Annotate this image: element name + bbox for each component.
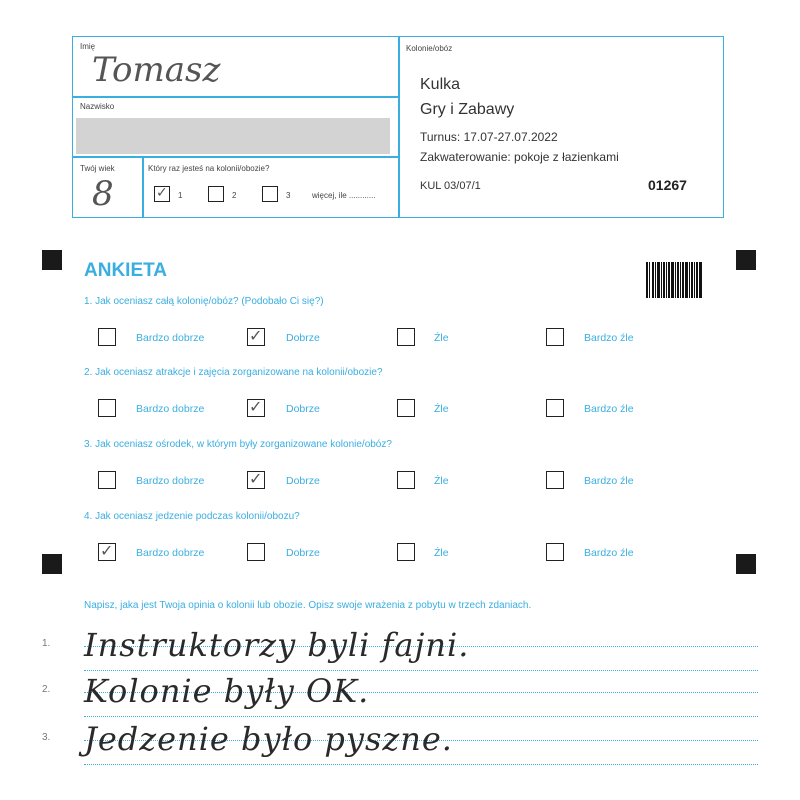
question-1-option-3-label: Źle [434,332,449,344]
question-1-text: 1. Jak oceniasz całą kolonię/obóz? (Podobało Ci się?) [84,296,324,307]
barcode [646,262,702,298]
header-divider-nazwisko [72,156,399,158]
question-1-option-1-label: Bardzo dobrze [136,332,205,344]
ktory-raz-label: Który raz jesteś na kolonii/obozie? [148,164,270,173]
question-3-option-4-checkbox[interactable] [546,471,564,489]
question-2-option-1-checkbox[interactable] [98,399,116,417]
question-2-option-3-checkbox[interactable] [397,399,415,417]
turnus: Turnus: 17.07-27.07.2022 [420,130,558,144]
check-mark-icon: ✓ [100,541,114,560]
zakwaterowanie: Zakwaterowanie: pokoje z łazienkami [420,150,619,164]
form-number: 01267 [648,177,687,193]
question-1-option-2-checkbox[interactable] [247,328,265,346]
wiek-value[interactable]: 8 [92,174,114,214]
question-4-option-3-checkbox[interactable] [397,543,415,561]
wiek-label: Twój wiek [80,164,115,173]
question-2-option-4-checkbox[interactable] [546,399,564,417]
question-1-option-1-checkbox[interactable] [98,328,116,346]
corner-marker-bottom-right [736,554,756,574]
visit-more-label: więcej, ile ............ [312,191,376,200]
header-divider-imie [72,96,399,98]
opinion-line-2-number: 2. [42,684,51,695]
question-4-option-3-label: Źle [434,547,449,559]
visit-3-checkbox[interactable] [262,186,278,202]
visit-1-label: 1 [178,191,183,200]
opinion-line-1-guide-bottom [84,670,758,671]
opinion-line-3-text[interactable]: Jedzenie było pyszne. [84,720,453,758]
question-4-option-4-label: Bardzo źle [584,547,634,559]
nazwisko-redaction [76,118,390,154]
question-1-option-3-checkbox[interactable] [397,328,415,346]
imie-label: Imię [80,42,96,51]
camp-code: KUL 03/07/1 [420,180,481,192]
header-divider-wiek [142,156,144,218]
opinion-prompt: Napisz, jaka jest Twoja opinia o kolonii lub obozie. Opisz swoje wrażenia z pobytu w trzech zdaniach. [84,600,532,611]
nazwisko-label: Nazwisko [80,102,115,111]
question-4-option-1-label: Bardzo dobrze [136,547,205,559]
opinion-line-2-text[interactable]: Kolonie były OK. [84,672,370,710]
visit-2-checkbox[interactable] [208,186,224,202]
question-2-option-2-label: Dobrze [286,403,320,415]
opinion-line-2-guide-bottom [84,716,758,717]
question-1-option-4-label: Bardzo źle [584,332,634,344]
question-3-option-3-label: Źle [434,475,449,487]
question-2-option-1-label: Bardzo dobrze [136,403,205,415]
question-4-text: 4. Jak oceniasz jedzenie podczas kolonii/obozu? [84,511,300,522]
question-3-option-3-checkbox[interactable] [397,471,415,489]
question-3-option-1-label: Bardzo dobrze [136,475,205,487]
question-3-option-1-checkbox[interactable] [98,471,116,489]
visit-2-label: 2 [232,191,237,200]
corner-marker-top-right [736,250,756,270]
question-4-option-2-checkbox[interactable] [247,543,265,561]
question-2-option-2-checkbox[interactable] [247,399,265,417]
visit-3-label: 3 [286,191,291,200]
question-1-option-4-checkbox[interactable] [546,328,564,346]
visit-1-mark: ✓ [156,185,168,201]
question-1-option-2-label: Dobrze [286,332,320,344]
question-4-option-2-label: Dobrze [286,547,320,559]
check-mark-icon: ✓ [249,469,263,488]
question-4-option-4-checkbox[interactable] [546,543,564,561]
question-3-option-4-label: Bardzo źle [584,475,634,487]
opinion-line-1-text[interactable]: Instruktorzy byli fajni. [84,626,470,664]
imie-value[interactable]: Tomasz [92,50,221,90]
opinion-line-3-guide-bottom [84,764,758,765]
question-3-option-2-checkbox[interactable] [247,471,265,489]
question-4-option-1-checkbox[interactable] [98,543,116,561]
question-3-text: 3. Jak oceniasz ośrodek, w którym były zorganizowane kolonie/obóz? [84,439,392,450]
question-2-text: 2. Jak oceniasz atrakcje i zajęcia zorganizowane na kolonii/obozie? [84,367,383,378]
kolonia-name: Kulka [420,76,461,93]
survey-title: ANKIETA [84,260,168,281]
header-divider-vertical [398,36,400,218]
question-2-option-3-label: Źle [434,403,449,415]
visit-1-checkbox[interactable] [154,186,170,202]
question-3-option-2-label: Dobrze [286,475,320,487]
opinion-line-3-number: 3. [42,732,51,743]
question-2-option-4-label: Bardzo źle [584,403,634,415]
check-mark-icon: ✓ [249,326,263,345]
corner-marker-bottom-left [42,554,62,574]
program-name: Gry i Zabawy [420,101,515,118]
corner-marker-top-left [42,250,62,270]
check-mark-icon: ✓ [249,397,263,416]
opinion-line-1-number: 1. [42,638,51,649]
kolonia-label: Kolonie/obóz [406,44,453,53]
